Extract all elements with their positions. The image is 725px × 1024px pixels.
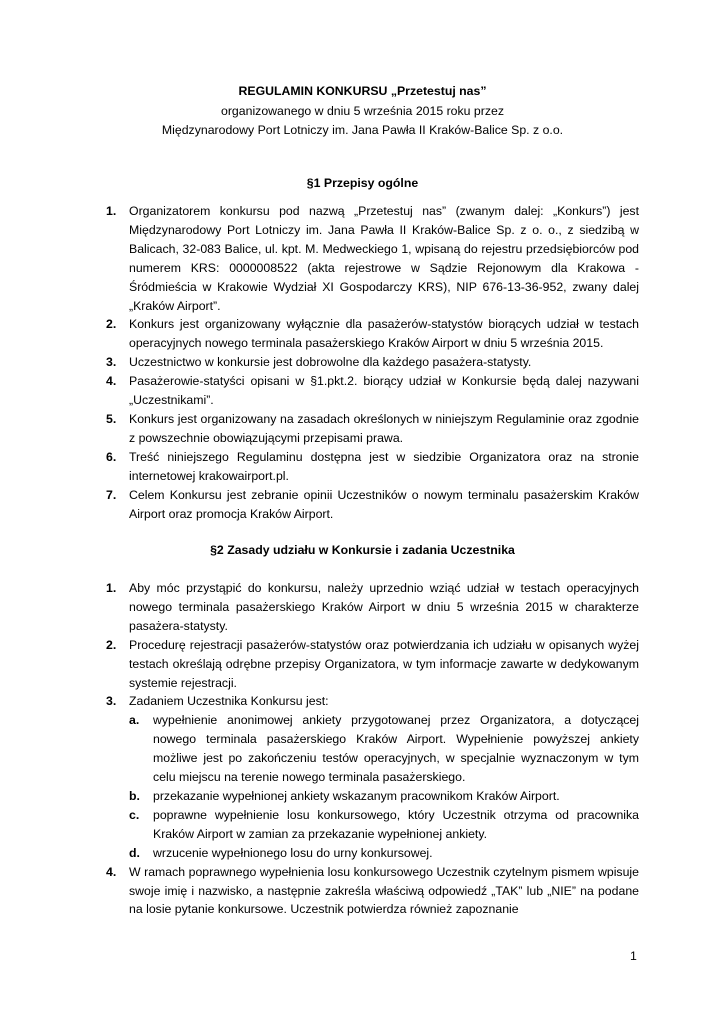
list-item-number: 3. (106, 355, 117, 370)
list-item-text: Uczestnictwo w konkursie jest dobrowolne dla każdego pasażera-statysty. (129, 355, 532, 370)
list-item-number: 6. (106, 449, 117, 464)
list-item (106, 353, 639, 372)
list-item (106, 579, 639, 636)
sub-list-item-letter: d. (129, 845, 140, 860)
list-item (106, 448, 639, 486)
list-item (106, 636, 639, 693)
list-item (106, 692, 639, 711)
list-item-text: Zadaniem Uczestnika Konkursu jest: (129, 694, 329, 709)
list-item-text: Celem Konkursu jest zebranie opinii Uczestników o nowym terminalu pasażerskim Kraków Airport oraz promocja Kraków Airport. (129, 487, 639, 521)
list-item-number: 4. (106, 374, 117, 389)
list-item-number: 4. (106, 864, 117, 879)
section-2-list (106, 579, 639, 919)
sub-list-item (129, 806, 639, 844)
list-item (106, 202, 639, 315)
list-item-text: Organizatorem konkursu pod nazwą „Przetestuj nas” (zwanym dalej: „Konkurs”) jest Międzynarodowy Port Lotniczy im. Jana Pawła II Kraków-Balice Sp. z o. o., z siedzibą w Balicach, 32-083 Balice, ul. kpt. M. Medweckiego 1, wpisaną do rejestru przedsiębiorców pod numerem KRS: 0000008522 (akta rejestrowe w Sądzie Rejonowym dla Krakowa - Śródmieścia w Krakowie Wydział XI Gospodarczy KRS), NIP 676-13-36-952, zwany dalej „Kraków Airport”. (129, 204, 639, 313)
list-item-number: 2. (106, 637, 117, 652)
sub-list-item (129, 711, 639, 787)
section-1-list (106, 202, 639, 523)
list-item-text: Konkurs jest organizowany na zasadach określonych w niniejszym Regulaminie oraz zgodnie z powszechnie obowiązującymi przepisami prawa. (129, 411, 639, 445)
list-item (106, 315, 639, 353)
section-2-heading: §2 Zasady udziału w Konkursie i zadania Uczestnika (210, 543, 515, 557)
sub-list-item-letter: c. (129, 807, 140, 822)
list-item-number: 5. (106, 411, 117, 426)
list-item (106, 486, 639, 524)
list-item-text: Konkurs jest organizowany wyłącznie dla pasażerów-statystów biorących udział w testach operacyjnych nowego terminala pasażerskiego Kraków Airport w dniu 5 września 2015. (129, 317, 639, 351)
list-item-number: 2. (106, 317, 117, 332)
document-title: REGULAMIN KONKURSU „Przetestuj nas” (238, 84, 487, 98)
list-item-text: Procedurę rejestracji pasażerów-statystów oraz potwierdzania ich udziału w opisanych wyżej testach określają odrębne przepisy Organizatora, w tym informacje zawarte w dedykowanym systemie rejestracji. (129, 637, 639, 690)
sub-list-item-text: wrzucenie wypełnionego losu do urny konkursowej. (153, 845, 433, 860)
list-item-number: 1. (106, 581, 117, 595)
sub-list-item (129, 787, 639, 806)
list-item-text: W ramach poprawnego wypełnienia losu konkursowego Uczestnik czytelnym pismem wpisuje swoje imię i nazwisko, a następnie zakreśla właściwą odpowiedź „TAK” lub „NIE” na podane na losie pytanie konkursowe. Uczestnik potwierdza również zapoznanie (129, 864, 639, 917)
list-item-number: 7. (106, 487, 117, 502)
sub-list-item-text: przekazanie wypełnionej ankiety wskazanym pracownikom Kraków Airport. (153, 788, 560, 803)
list-item (106, 410, 639, 448)
list-item-text: Pasażerowie-statyści opisani w §1.pkt.2. biorący udział w Konkursie będą dalej nazywani „Uczestnikami”. (129, 374, 639, 408)
sub-list-item (129, 844, 639, 863)
section-1-heading: §1 Przepisy ogólne (306, 176, 419, 190)
sub-list-item-letter: a. (129, 713, 140, 728)
list-item-text: Treść niniejszego Regulaminu dostępna jest w siedzibie Organizatora oraz na stronie internetowej krakowairport.pl. (129, 449, 639, 483)
list-item-text: Aby móc przystąpić do konkursu, należy uprzednio wziąć udział w testach operacyjnych nowego terminala pasażerskiego Kraków Airport w dniu 5 września 2015 w charakterze pasażera-statysty. (129, 581, 639, 633)
list-item-number: 1. (106, 204, 117, 218)
document-subtitle-line2: Międzynarodowy Port Lotniczy im. Jana Pawła II Kraków-Balice Sp. z o.o. (161, 123, 564, 137)
sub-list-item-text: poprawne wypełnienie losu konkursowego, który Uczestnik otrzyma od pracownika Kraków Airport w zamian za przekazanie wypełnionej ankiety. (153, 807, 639, 841)
list-item (106, 863, 639, 920)
page-number: 1 (630, 949, 637, 963)
list-item (106, 372, 639, 410)
sub-list-item-text: wypełnienie anonimowej ankiety przygotowanej przez Organizatora, a dotyczącej nowego terminala pasażerskiego Kraków Airport. Wypełnienie powyższej ankiety możliwe jest po zakończeniu testów operacyjnych, w specjalnie wyznaczonym w tym celu miejscu na terenie nowego terminala pasażerskiego. (153, 713, 639, 785)
document-subtitle-line1: organizowanego w dniu 5 września 2015 roku przez (221, 104, 504, 118)
list-item-number: 3. (106, 694, 117, 709)
sub-list-item-letter: b. (129, 788, 140, 803)
